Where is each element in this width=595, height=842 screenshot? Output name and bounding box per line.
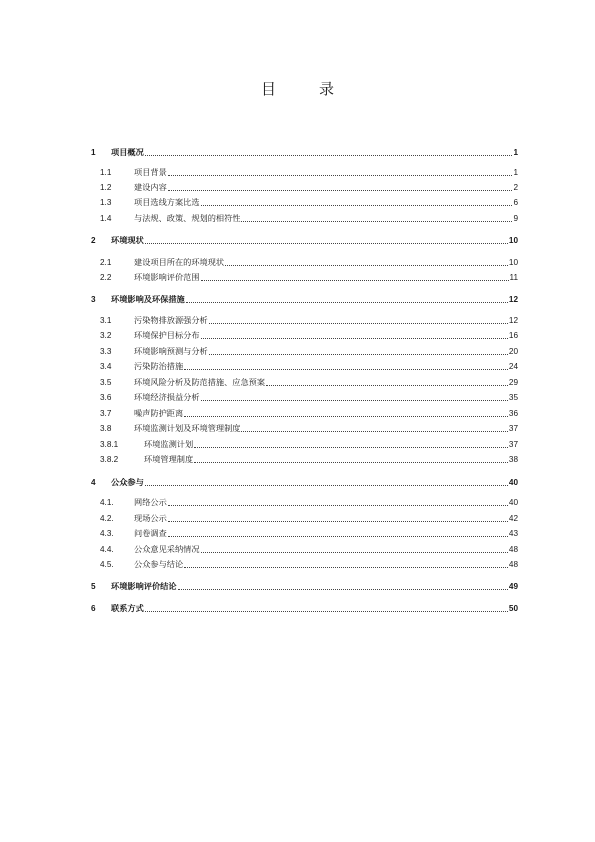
toc-entry[interactable] bbox=[90, 312, 518, 326]
toc-entry-number: 1.4 bbox=[100, 214, 112, 223]
toc-entry-page-number: 48 bbox=[508, 560, 518, 569]
toc-entry-title: 环境监测计划及环境管理制度 bbox=[134, 424, 241, 433]
toc-entry[interactable] bbox=[90, 389, 518, 403]
toc-leader-dots bbox=[145, 484, 508, 486]
toc-entry-page-number: 37 bbox=[508, 440, 518, 449]
toc-leader-dots bbox=[201, 399, 508, 401]
toc-entry-page-number: 1 bbox=[513, 148, 518, 157]
toc-entry-page-number: 2 bbox=[513, 183, 518, 192]
toc-entry[interactable] bbox=[90, 269, 518, 283]
toc-entry-title: 网络公示 bbox=[134, 498, 167, 507]
toc-leader-dots bbox=[168, 535, 508, 537]
toc-entry[interactable] bbox=[90, 510, 518, 524]
toc-entry-number: 1 bbox=[91, 148, 96, 157]
toc-entry-number: 1.3 bbox=[100, 198, 112, 207]
toc-entry[interactable] bbox=[90, 494, 518, 508]
toc-leader-dots bbox=[201, 279, 509, 281]
toc-leader-dots bbox=[266, 384, 508, 386]
toc-entry-number: 2.2 bbox=[100, 273, 112, 282]
toc-entry-title: 环境保护目标分布 bbox=[134, 331, 200, 340]
toc-entry-number: 3.3 bbox=[100, 347, 112, 356]
toc-entry[interactable] bbox=[90, 232, 518, 246]
toc-entry-title: 噪声防护距离 bbox=[134, 409, 184, 418]
toc-entry-title: 与法规、政策、规划的相符性 bbox=[134, 214, 241, 223]
toc-entry[interactable] bbox=[90, 374, 518, 388]
toc-entry-page-number: 12 bbox=[508, 295, 518, 304]
toc-entry-number: 3 bbox=[91, 295, 96, 304]
toc-entry-title: 建设项目所在的环境现状 bbox=[134, 258, 225, 267]
toc-entry-number: 3.8.2 bbox=[100, 455, 119, 464]
toc-entry-title: 环境影响预测与分析 bbox=[134, 347, 208, 356]
toc-entry[interactable] bbox=[90, 474, 518, 488]
toc-entry-number: 3.1 bbox=[100, 316, 112, 325]
toc-entry-page-number: 36 bbox=[508, 409, 518, 418]
toc-entry-title: 公众参与 bbox=[111, 478, 144, 487]
toc-entry-number: 2 bbox=[91, 236, 96, 245]
toc-leader-dots bbox=[201, 204, 513, 206]
toc-entry-page-number: 11 bbox=[509, 273, 518, 282]
toc-entry-page-number: 42 bbox=[508, 514, 518, 523]
toc-entry[interactable] bbox=[90, 254, 518, 268]
toc-entry-title: 联系方式 bbox=[111, 604, 144, 613]
toc-leader-dots bbox=[184, 566, 508, 568]
toc-entry-page-number: 10 bbox=[508, 236, 518, 245]
toc-leader-dots bbox=[225, 264, 508, 266]
toc-entry-page-number: 1 bbox=[513, 168, 518, 177]
toc-entry-title: 环境影响评价范围 bbox=[134, 273, 200, 282]
toc-leader-dots bbox=[145, 242, 508, 244]
toc-entry-title: 公众意见采纳情况 bbox=[134, 545, 200, 554]
toc-entry-number: 3.6 bbox=[100, 393, 112, 402]
toc-leader-dots bbox=[201, 551, 508, 553]
toc-entry-title: 项目背景 bbox=[134, 168, 167, 177]
toc-entry-number: 3.7 bbox=[100, 409, 112, 418]
toc-entry-number: 1.2 bbox=[100, 183, 112, 192]
toc-entry[interactable] bbox=[90, 144, 518, 158]
toc-entry-number: 5 bbox=[91, 582, 96, 591]
toc-entry-number: 6 bbox=[91, 604, 96, 613]
toc-entry[interactable] bbox=[90, 525, 518, 539]
toc-entry-number: 4.4. bbox=[100, 545, 114, 554]
toc-entry[interactable] bbox=[90, 327, 518, 341]
toc-entry-page-number: 35 bbox=[508, 393, 518, 402]
toc-entry-page-number: 37 bbox=[508, 424, 518, 433]
toc-entry[interactable] bbox=[90, 179, 518, 193]
toc-entry-title: 环境经济损益分析 bbox=[134, 393, 200, 402]
toc-entry-page-number: 10 bbox=[508, 258, 518, 267]
toc-entry-title: 环境风险分析及防范措施、应急预案 bbox=[134, 378, 266, 387]
toc-entry-title: 环境影响评价结论 bbox=[111, 582, 177, 591]
toc-entry-title: 项目选线方案比选 bbox=[134, 198, 200, 207]
toc-entry-number: 3.8.1 bbox=[100, 440, 119, 449]
toc-entry-number: 4.1. bbox=[100, 498, 114, 507]
toc-entry-title: 污染防治措施 bbox=[134, 362, 184, 371]
toc-entry-page-number: 50 bbox=[508, 604, 518, 613]
toc-entry-page-number: 29 bbox=[508, 378, 518, 387]
toc-entry[interactable] bbox=[90, 358, 518, 372]
toc-leader-dots bbox=[194, 461, 508, 463]
toc-entry-page-number: 20 bbox=[508, 347, 518, 356]
toc-entry[interactable] bbox=[90, 194, 518, 208]
toc-entry-title: 现场公示 bbox=[134, 514, 167, 523]
toc-leader-dots bbox=[194, 446, 508, 448]
toc-entry-page-number: 38 bbox=[508, 455, 518, 464]
toc-leader-dots bbox=[209, 353, 508, 355]
toc-entry[interactable] bbox=[90, 164, 518, 178]
toc-entry-page-number: 24 bbox=[508, 362, 518, 371]
toc-leader-dots bbox=[209, 322, 508, 324]
toc-entry[interactable] bbox=[90, 541, 518, 555]
toc-entry[interactable] bbox=[90, 343, 518, 357]
toc-leader-dots bbox=[168, 174, 513, 176]
toc-leader-dots bbox=[178, 588, 508, 590]
toc-entry-title: 环境监测计划 bbox=[144, 440, 194, 449]
toc-entry-page-number: 40 bbox=[508, 478, 518, 487]
toc-entry-title: 环境影响及环保措施 bbox=[111, 295, 185, 304]
toc-entry-number: 1.1 bbox=[100, 168, 112, 177]
toc-leader-dots bbox=[145, 154, 513, 156]
toc-entry-page-number: 12 bbox=[508, 316, 518, 325]
toc-entry-title: 环境现状 bbox=[111, 236, 144, 245]
toc-leader-dots bbox=[168, 520, 508, 522]
toc-entry-number: 4 bbox=[91, 478, 96, 487]
toc-entry-number: 3.8 bbox=[100, 424, 112, 433]
toc-leader-dots bbox=[145, 610, 508, 612]
toc-entry[interactable] bbox=[90, 420, 518, 434]
toc-entry-title: 环境管理制度 bbox=[144, 455, 194, 464]
toc-entry-page-number: 6 bbox=[513, 198, 518, 207]
toc-entry-number: 3.2 bbox=[100, 331, 112, 340]
toc-leader-dots bbox=[241, 220, 512, 222]
toc-entry-title: 建设内容 bbox=[134, 183, 167, 192]
toc-entry[interactable] bbox=[90, 578, 518, 592]
toc-entry[interactable] bbox=[90, 600, 518, 614]
toc-leader-dots bbox=[168, 504, 508, 506]
toc-entry-number: 3.4 bbox=[100, 362, 112, 371]
toc-entry-title: 污染物排放源强分析 bbox=[134, 316, 208, 325]
toc-leader-dots bbox=[184, 415, 508, 417]
toc-entry-number: 2.1 bbox=[100, 258, 112, 267]
toc-entry[interactable] bbox=[90, 291, 518, 305]
toc-entry-page-number: 43 bbox=[508, 529, 518, 538]
toc-entry-page-number: 16 bbox=[508, 331, 518, 340]
toc-leader-dots bbox=[201, 337, 508, 339]
page-title: 目 录 bbox=[260, 82, 348, 98]
toc-leader-dots bbox=[168, 189, 513, 191]
toc-entry-page-number: 49 bbox=[508, 582, 518, 591]
toc-entry-page-number: 40 bbox=[508, 498, 518, 507]
toc-entry-number: 3.5 bbox=[100, 378, 112, 387]
toc-entry[interactable] bbox=[90, 556, 518, 570]
toc-leader-dots bbox=[184, 368, 508, 370]
toc-entry[interactable] bbox=[90, 405, 518, 419]
toc-entry[interactable] bbox=[90, 451, 518, 465]
toc-entry-page-number: 48 bbox=[508, 545, 518, 554]
toc-entry-page-number: 9 bbox=[513, 214, 518, 223]
toc-leader-dots bbox=[241, 430, 507, 432]
toc-entry-title: 项目概况 bbox=[111, 148, 144, 157]
toc-entry[interactable] bbox=[90, 436, 518, 450]
toc-entry[interactable] bbox=[90, 210, 518, 224]
toc-entry-number: 4.3. bbox=[100, 529, 114, 538]
toc-leader-dots bbox=[186, 301, 508, 303]
toc-entry-number: 4.2. bbox=[100, 514, 114, 523]
toc-entry-number: 4.5. bbox=[100, 560, 114, 569]
toc-entry-title: 问卷调查 bbox=[134, 529, 167, 538]
toc-entry-title: 公众参与结论 bbox=[134, 560, 184, 569]
